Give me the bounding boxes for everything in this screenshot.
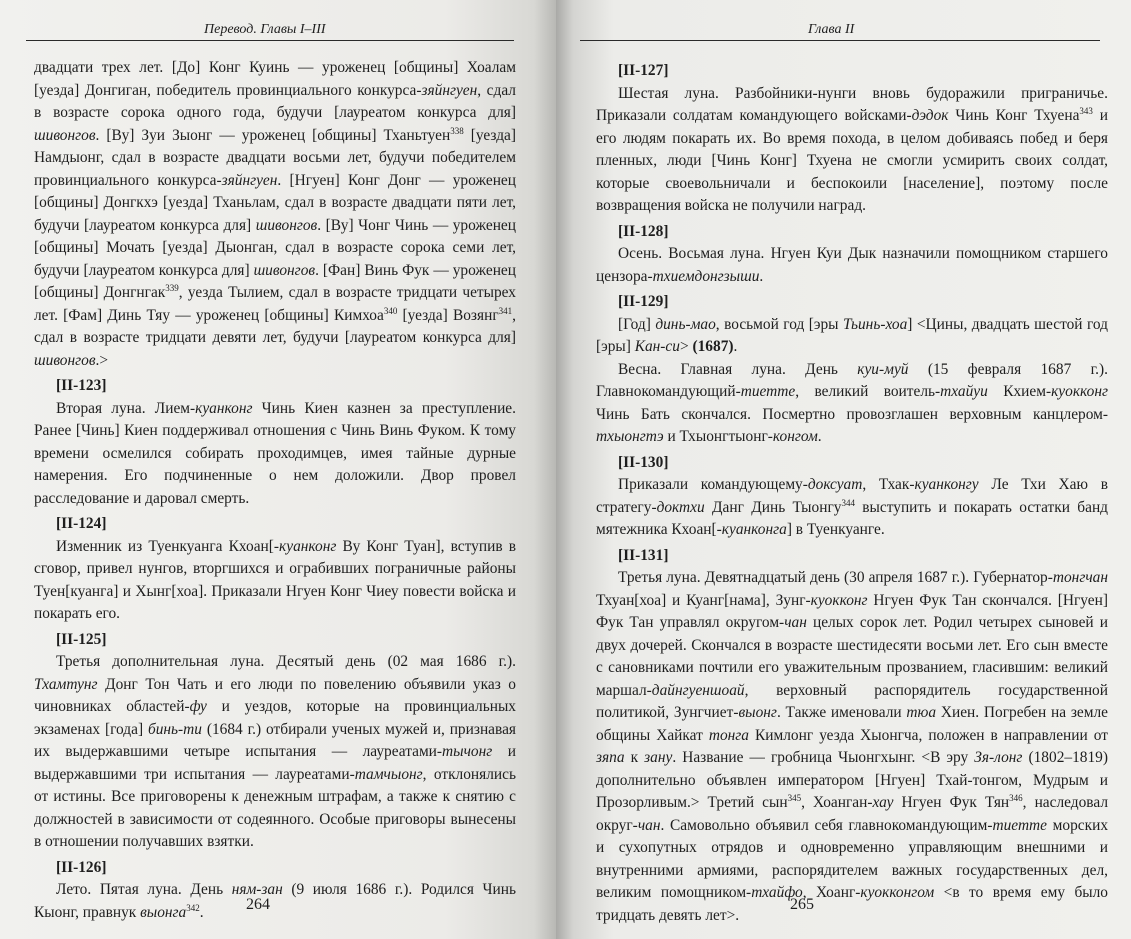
right-page-number: 265	[790, 896, 814, 913]
right-running-head: Глава II	[808, 22, 855, 37]
section-heading-ii-129: [II-129]	[618, 293, 669, 310]
paragraph-ii-128: Осень. Восьмая луна. Нгуен Куи Дык назначили помощником старшего цензора-тхиемдонгзыши.	[596, 245, 1108, 285]
left-running-head: Перевод. Главы I–III	[204, 22, 326, 37]
paragraph-ii-129-year: [Год] динь-мао, восьмой год [эры Тьинь-хоа] <Цины, двадцать шестой год [эры] Кан-си> (1687).	[596, 315, 1108, 355]
footnote-ref: 338	[450, 125, 464, 136]
left-page-number: 264	[246, 896, 270, 913]
footnote-ref: 341	[498, 305, 513, 316]
section-heading-ii-128: [II-128]	[618, 222, 669, 240]
left-header-rule	[26, 40, 514, 41]
right-page-text	[596, 57, 1108, 927]
footnote-ref: 346	[1009, 792, 1023, 803]
right-page	[556, 0, 1131, 939]
paragraph-ii-125: Третья дополнительная луна. Десятый день (02 мая 1686 г.). Тхамтунг Донг Тон Чать и его люди по повелению объявили указ о чиновниках областей-фу и уездов, которые на провинциальных экзаменах [года] бинь-ти (1684 г.) отбирали ученых мужей и, признавая их выдержавшими четыре испытания — лауреатами-тычонг и выдержавшими три испытания — лауреатами-тамчыонг, отклонялись от истины. Все приговорены к денежным штрафам, а также к снятию с должностей в зависимости от содеянного. Особые приговоры вынесены в отношении получавших взятки.	[34, 653, 516, 850]
section-heading-ii-126: [II-126]	[56, 858, 107, 876]
section-heading-ii-125: [II-125]	[56, 630, 107, 648]
footnote-ref: 339	[165, 282, 179, 293]
paragraph-ii-126: Лето. Пятая луна. День ням-зан (9 июля 1686 г.). Родился Чинь Кыонг, правнук выонга$^{342}$.	[34, 881, 517, 921]
section-heading-ii-131: [II-131]	[618, 546, 669, 564]
left-page-text	[34, 57, 516, 924]
paragraph-ii-129-spring: Весна. Главная луна. День куи-муй (15 февраля 1687 г.). Главнокомандующий-тиетте, великий воитель-тхайуи Кхием-куокконг Чинь Бать скончался. Посмертно провозглашен верховным канцлером-тхыонгтэ и Тхыонгтыонг-конгом.	[596, 360, 1108, 445]
paragraph-ii-124: Изменник из Туенкуанга Кхоан[-куанконг Ву Конг Туан], вступив в сговор, привел нунгов, вторгшихся и ограбивших пограничные районы Туен[куанга] и Хынг[хоа]. Приказали Нгуен Конг Чиеу повести войска и покарать его.	[34, 537, 517, 622]
section-heading-ii-123: [II-123]	[56, 377, 107, 394]
left-page	[0, 0, 556, 939]
paragraph-list-of-graduates: двадцати трех лет. [До] Конг Куинь — уроженец [общины] Хоалам [уезда] Донгиган, победитель провинциального конкурса-зяйнгуен, сдал в возрасте сорока одного года, будучи [лауреатом конкурса для] шивонгов. [Ву] Зуи Зыонг — уроженец [общины] Тханьтуен$^{338}$ [уезда] Намдыонг, сдал в возрасте двадцати восьми лет, будучи победителем провинциального конкурса-зяйнгуен. [Нгуен] Конг Донг — уроженец [общины] Донгкхэ [уезда] Тханьлам, сдал в возрасте двадцати пяти лет, будучи [лауреатом конкурса для] шивонгов. [Ву] Чонг Чинь — уроженец [общины] Мочать [уезда] Дыонган, сдал в возрасте сорока семи лет, будучи [лауреатом конкурса для] шивонгов. [Фан] Винь Фук — уроженец [общины] Донгнгак$^{339}$, уезда Тылием, сдал в возрасте тридцати четырех лет. [Фам] Динь Тяу — уроженец [общины] Кимхоа$^{340}$ [уезда] Возянг$^{341}$, сдал в возрасте тридцати девяти лет, будучи [лауреатом конкурса для] шивонгов.>	[34, 59, 516, 369]
footnote-ref: 342	[186, 902, 200, 913]
section-heading-ii-127: [II-127]	[618, 62, 669, 79]
footnote-ref: 345	[787, 792, 802, 803]
footnote-ref: 340	[383, 305, 398, 316]
section-heading-ii-124: [II-124]	[56, 515, 107, 532]
section-heading-ii-130: [II-130]	[618, 453, 669, 471]
paragraph-ii-123: Вторая луна. Лием-куанконг Чинь Киен казнен за преступление. Ранее [Чинь] Киен поддерживал отношения с Чинь Винь Фуком. К тому времени осмелился собирать проходимцев, имея тайные дурные намерения. Его подчиненные о нем доложили. Двор провел расследование и даровал смерть.	[34, 399, 516, 507]
paragraph-ii-127: Шестая луна. Разбойники-нунги вновь будоражили приграничье. Приказали солдатам командующего войсками-дэдок Чинь Конг Тхуена$^{343}$ и его людям покарать их. Во время похода, в целом добиваясь побед и беря пленных, люди [Чинь Конг] Тхуена не смогли усмирить своих солдат, которые своевольничали и беспокоили [население], поэтому после возвращения войска не получили наград.	[596, 84, 1108, 214]
paragraph-ii-130: Приказали командующему-доксуат, Тхак-куанконгу Ле Тхи Хаю в стратегу-доктхи Данг Динь Тыонгу$^{344}$ выступить и покарать остатки банд мятежника Кхоан[-куанконга] в Туенкуанге.	[596, 476, 1109, 538]
paragraph-ii-131: Третья луна. Девятнадцатый день (30 апреля 1687 г.). Губернатор-тонгчан Тхуан[хоа] и Куанг[нама], Зунг-куокконг Нгуен Фук Тан скончался. [Нгуен] Фук Тан управлял округом-чан целых сорок лет. Родил четырех сыновей и двух дочерей. Скончался в возрасте шестидесяти восьми лет. Его сын вместе с сановниками почтили его уважительным прозванием, гласившим: великий маршал-дайнгуеншоай, верховный распорядитель государственной политикой, Зунгчиет-выонг. Также именовали тюа Хиен. Погребен на земле общины Хайкат тонга Кимлонг уезда Хыонгча, положен в направлении от зяпа к зану. Название — гробница Чыонгхынг. <В эру Зя-лонг (1802–1819) дополнительно объявлен императором [Нгуен] Тхай-тонгом, Мудрым и Прозорливым.> Третий сын$^{345}$, Хоанган-хау Нгуен Фук Тян$^{346}$, наследовал округ-чан. Самовольно объявил себя главнокомандующим-тиетте морских и сухопутных отрядов и одновременно управляющим внешними и внутренними армиями, распорядителем важных государственных дел, великим помощником-тхайфо, Хоанг-куокконгом <в то время ему было тридцать девять лет>.	[596, 569, 1109, 924]
footnote-ref: 344	[841, 497, 855, 508]
footnote-ref: 343	[1079, 105, 1093, 116]
right-header-rule	[580, 40, 1100, 41]
